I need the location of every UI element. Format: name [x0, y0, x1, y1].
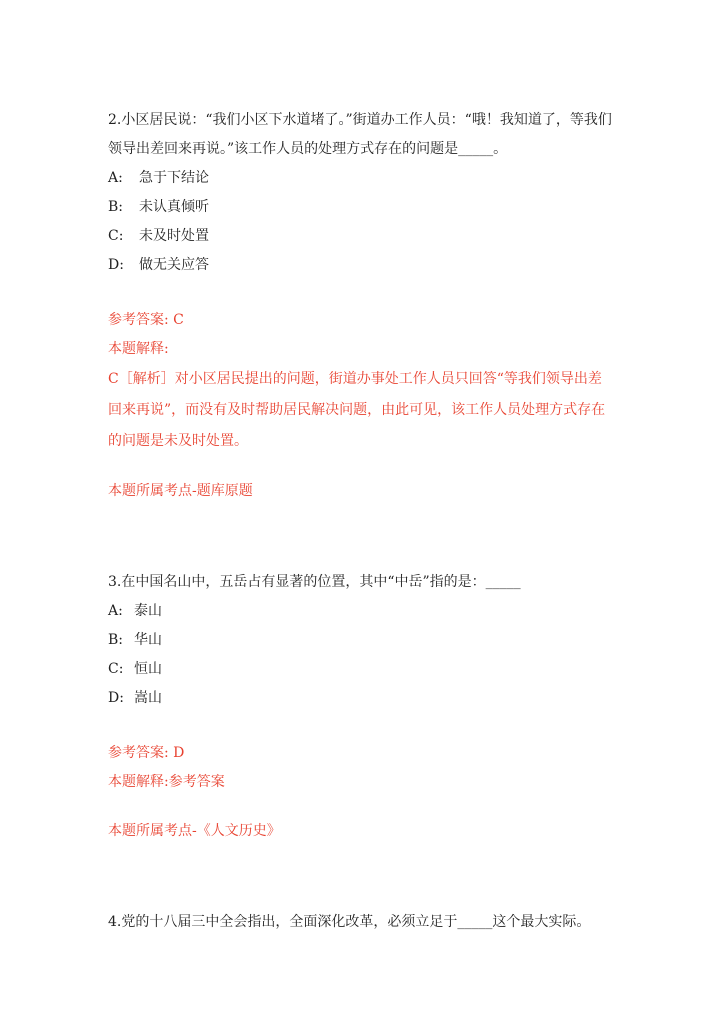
option-d	[108, 684, 618, 713]
option-text: 泰山	[134, 603, 162, 619]
question-text: 4.党的十八届三中全会指出，全面深化改革，必须立足于_____这个最大实际。	[108, 914, 591, 930]
question-4	[108, 908, 618, 937]
question-2	[108, 106, 618, 506]
explain-text: C［解析］对小区居民提出的问题，街道办事处工作人员只回答“等我们领导出差回来再说”，而没有及时帮助居民解决问题，由此可见，该工作人员处理方式存在的问题是未及时处置。	[108, 371, 606, 449]
answer: 参考答案: C	[108, 312, 184, 328]
option-letter: D:	[108, 690, 124, 706]
option-text: 华山	[134, 632, 162, 648]
option-text: 未认真倾听	[139, 199, 209, 215]
option-letter: A:	[108, 170, 123, 186]
option-text: 恒山	[134, 661, 162, 677]
option-text: 嵩山	[134, 690, 162, 706]
option-a	[108, 597, 618, 626]
option-text: 做无关应答	[139, 257, 209, 273]
answer: 参考答案: D	[108, 745, 185, 761]
option-letter: C:	[108, 661, 124, 677]
option-c	[108, 655, 618, 684]
topic: 本题所属考点-题库原题	[108, 483, 253, 499]
option-a	[108, 164, 618, 193]
option-letter: A:	[108, 603, 123, 619]
option-text: 未及时处置	[139, 228, 209, 244]
option-text: 急于下结论	[139, 170, 209, 186]
option-b	[108, 193, 618, 222]
option-c	[108, 222, 618, 251]
option-letter: D:	[108, 257, 124, 273]
document-page	[108, 106, 618, 937]
option-letter: C:	[108, 228, 124, 244]
question-text: 2.小区居民说：“我们小区下水道堵了。”街道办工作人员：“哦！我知道了，等我们领导出差回来再说。”该工作人员的处理方式存在的问题是_____。	[108, 112, 612, 157]
question-text: 3.在中国名山中，五岳占有显著的位置，其中“中岳”指的是：_____	[108, 574, 521, 590]
option-letter: B:	[108, 632, 124, 648]
option-letter: B:	[108, 199, 124, 215]
explain-label: 本题解释:	[108, 341, 169, 357]
topic: 本题所属考点-《人文历史》	[108, 823, 281, 839]
explain-label: 本题解释:参考答案	[108, 774, 225, 790]
option-d	[108, 251, 618, 280]
option-b	[108, 626, 618, 655]
question-3	[108, 568, 618, 846]
